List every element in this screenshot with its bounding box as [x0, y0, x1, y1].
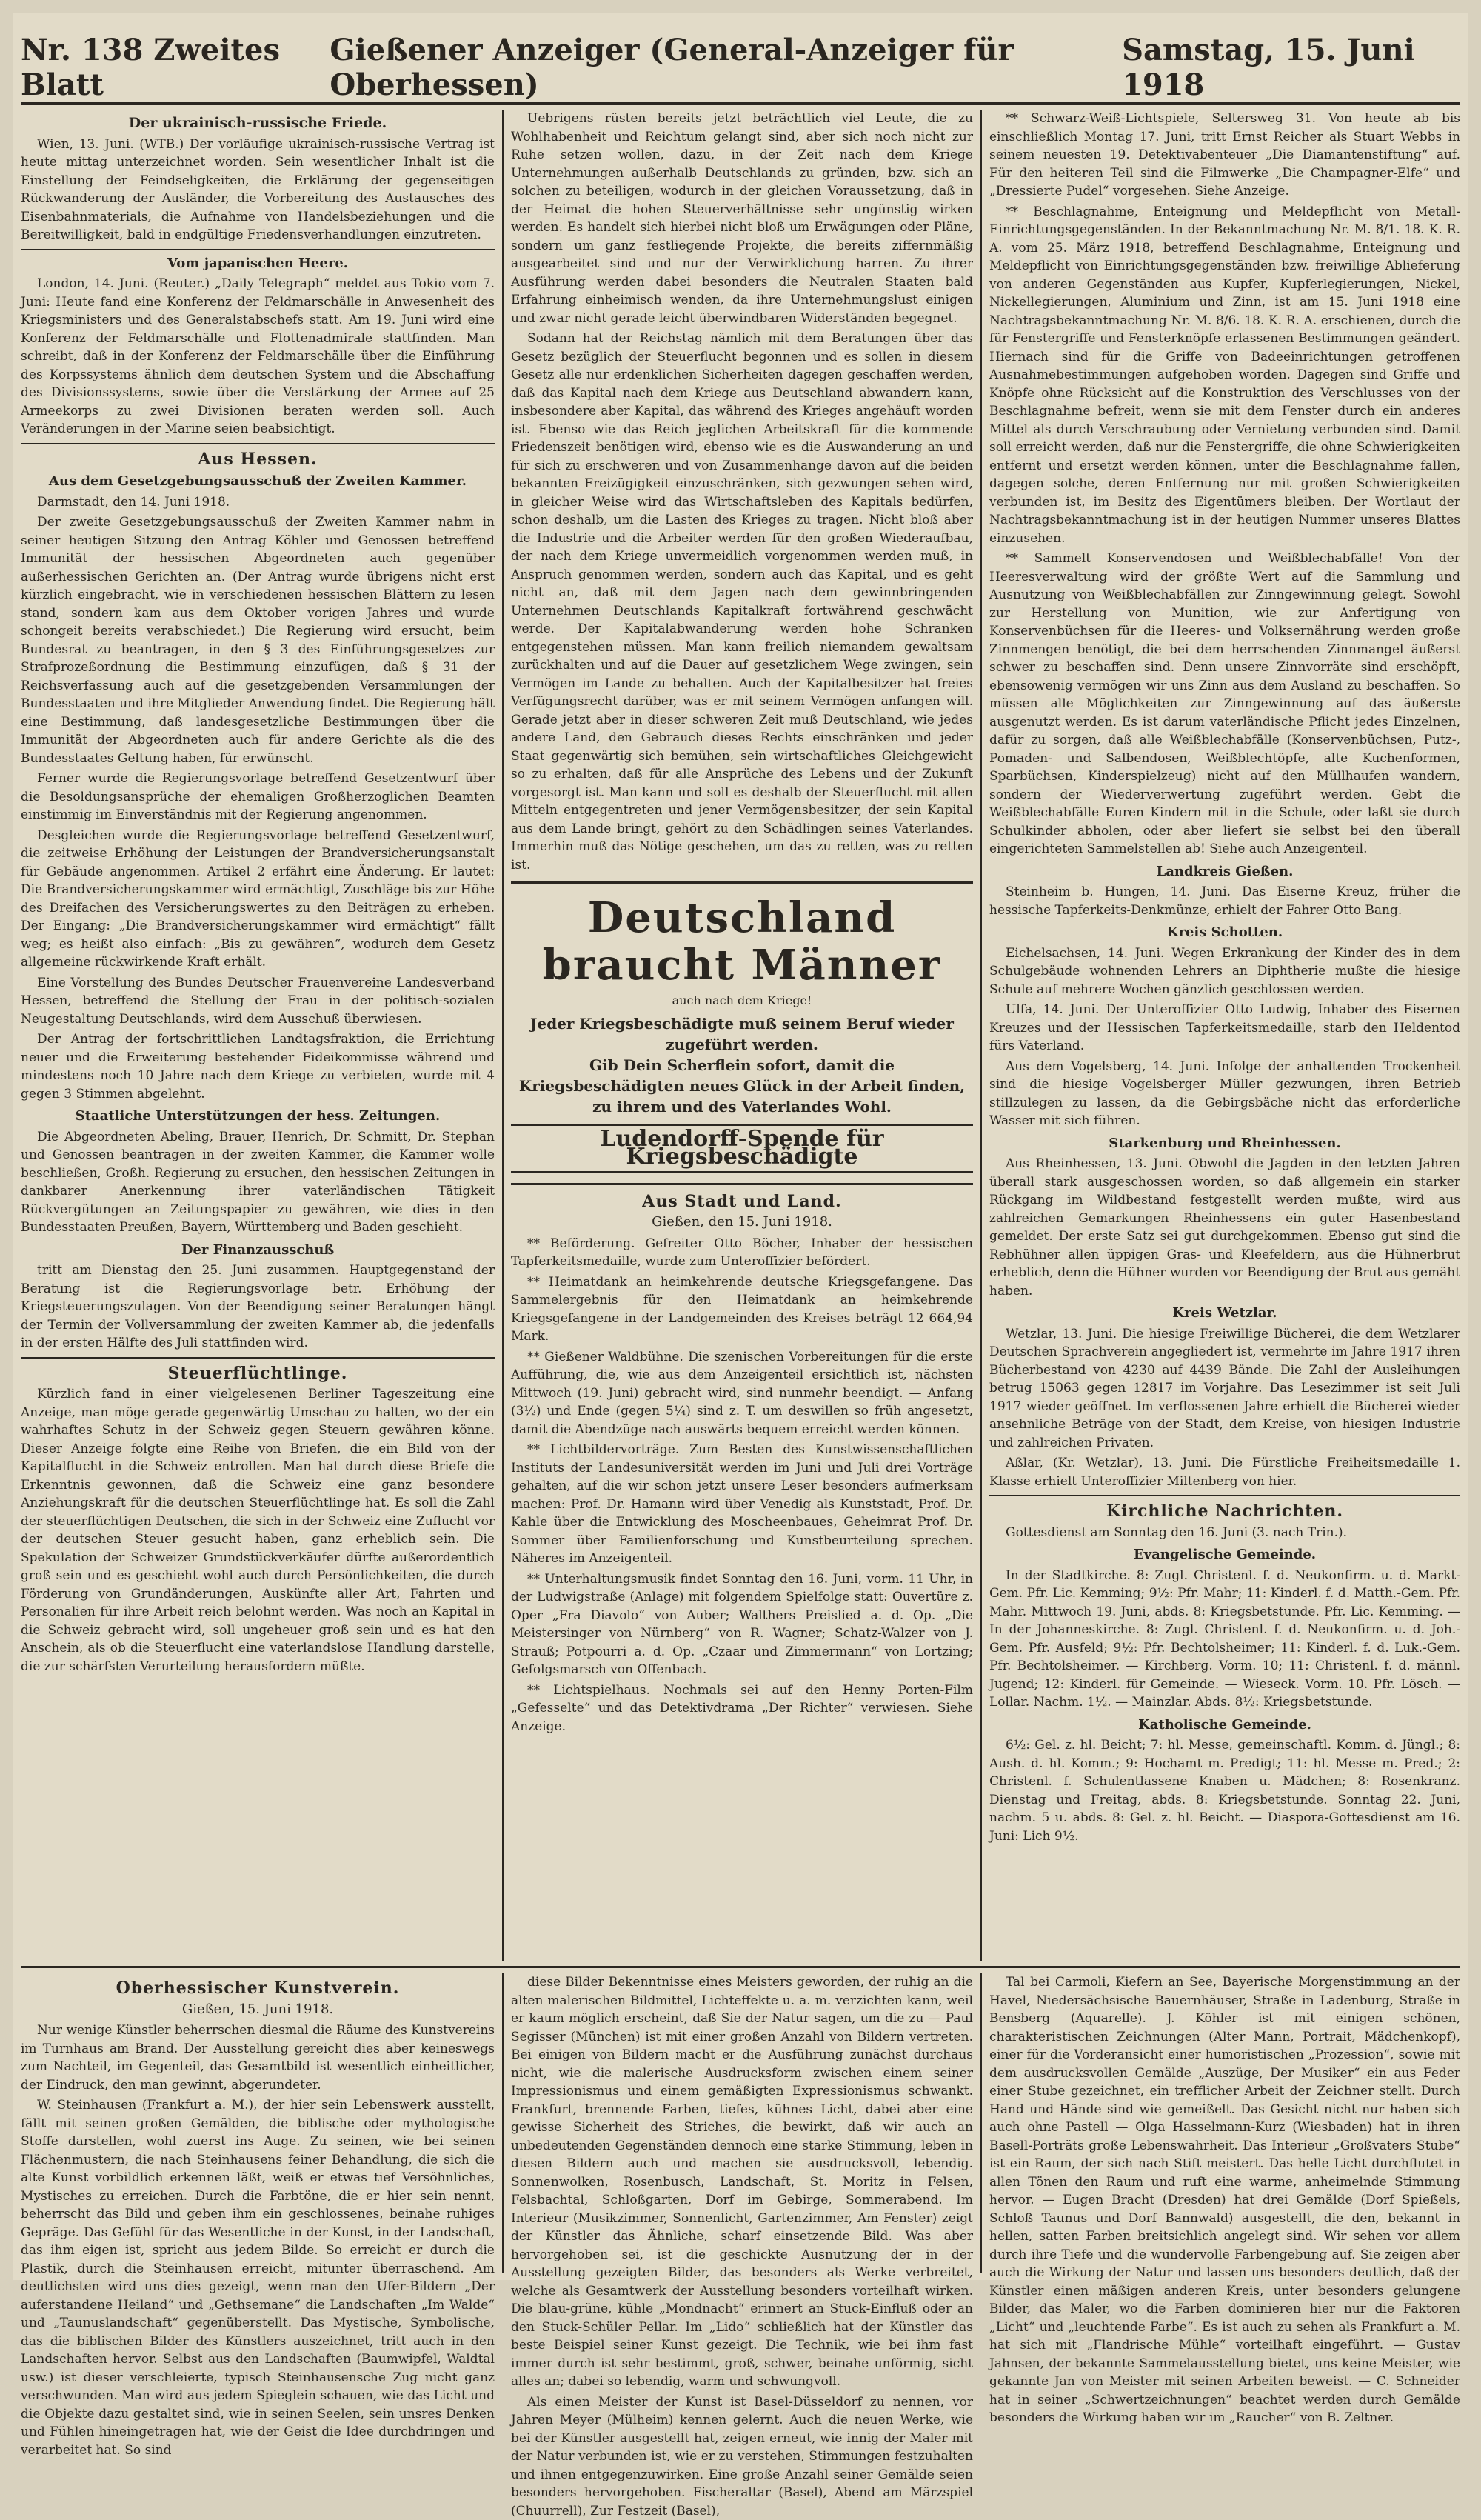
article-paragraph: Aßlar, (Kr. Wetzlar), 13. Juni. Die Fürstliche Freiheitsmedaille 1. Klasse erhielt Unteroffizier Miltenberg von hier.	[989, 1454, 1460, 1490]
article-paragraph: ** Beschlagnahme, Enteignung und Meldepflicht von Metall-Einrichtungsgegenständen. In der Bekanntmachung Nr. M. 8/1. 18. K. R. A. vom 25. März 1918, betreffend Beschlagnahme, Enteignung und Meldepflicht von Einrichtungsgegenständen bzw. freiwillige Ablieferung von anderen Gegenständen aus Kupfer, Kupferlegierungen, Nickel, Nickellegierungen, Aluminium und Zinn, ist am 15. Juni 1918 eine Nachtragsbekanntmachung Nr. M. 8/6. 18. K. R. A. erschienen, durch die für Fenstergriffe und Fensterknöpfe erlassenen Bestimmungen geändert. Hiernach sind für die Griffe von Badeeinrichtungen getroffenen Ausnahmebestimmungen aufgehoben worden. Dagegen sind Griffe und Knöpfe ohne Rücksicht auf die Konstruktion des Verschlusses von der Beschlagnahme befreit, wenn sie mit dem Fenster durch ein anderes Mittel als durch Verschraubung oder Vernietung verbunden sind. Damit soll erreicht werden, daß nur die Fenstergriffe, die ohne Schwierigkeiten entfernt und ersetzt werden können, unter die Beschlagnahme fallen, dagegen solche, deren Entfernung nur mit großen Schwierigkeiten verbunden ist, im Besitz des Eigentümers bleiben. Der Wortlaut der Nachtragsbekanntmachung ist in der heutigen Nummer unseres Blattes einzusehen.	[989, 203, 1460, 548]
article-paragraph: Als einen Meister der Kunst ist Basel-Düsseldorf zu nennen, vor Jahren Meyer (Mülheim) kennen gelernt. Auch die neuen Werke, wie bei der Künstler ausgestellt hat, zeigen erneut, wie innig der Maler mit der Natur verbunden ist, wie er zu verstehen, Stimmungen festzuhalten und ihnen entgegenzuwirken. Eine große Anzahl seiner Gemälde seien besonders hervorgehoben. Fischeraltar (Basel), Abend am Märzspiel (Chuurrell), Zur Festzeit (Basel),	[511, 2393, 973, 2520]
article-paragraph: tritt am Dienstag den 25. Juni zusammen. Hauptgegenstand der Beratung ist die Regierungsvorlage betr. Erhöhung der Kriegsteuerungszulagen. Von der Beendigung seiner Beratungen hängt der Termin der Vollversammlung der zweiten Kammer ab, die jedenfalls in der ersten Hälfte des Juli stattfinden wird.	[21, 1261, 495, 1353]
column-2	[511, 110, 973, 1961]
headline-japan: Vom japanischen Heere.	[21, 255, 495, 273]
article-paragraph: Aus dem Vogelsberg, 14. Juni. Infolge der anhaltenden Trockenheit sind die hiesige Vogelsberger Müller gezwungen, ihren Betrieb stillzulegen zu lassen, da die Gebirgsbäche nicht das erforderliche Wasser mit sich führen.	[989, 1058, 1460, 1130]
article-paragraph: Steinheim b. Hungen, 14. Juni. Das Eiserne Kreuz, früher die hessische Tapferkeits-Denkmünze, erhielt der Fahrer Otto Bang.	[989, 883, 1460, 919]
article-paragraph: Tal bei Carmoli, Kiefern an See, Bayerische Morgenstimmung an der Havel, Niedersächsische Bauernhäuser, Straße in Ladenburg, Straße in Bensberg (Aquarelle). J. Köhler ist mit einigen schönen, charakteristischen Zeichnungen (Alter Mann, Portrait, Mädchenkopf), einer für die Vorderansicht einer humoristischen „Prozession“, sowie mit dem ausdrucksvollen Gemälde „Auszüge, Der Musiker“ ein aus Feder einer Stube gezeichnet, ein trefflicher Arbeit der Zeichner stellt. Durch Hand und Hände sind wie gemeißelt. Das Gesicht nicht nur haben sich auch ohne Pastell — Olga Hasselmann-Kurz (Wiesbaden) hat in ihren Basell-Porträts große Lebenswahrheit. Das Interieur „Großvaters Stube“ ist ein Raum, der sich nach Stift meistert. Das helle Licht durchflutet in allen Tönen den Raum und ruft eine warme, anheimelnde Stimmung hervor. — Eugen Bracht (Dresden) hat drei Gemälde (Dorf Spießels, Schloß Taunus und Dorf Bannwald) ausgestellt, die den, bekannt in hellen, satten Farben breitsichlich angelegt sind. Wir sehen vor allem durch ihre Tiefe und die wundervolle Farbengebung auf. Sie zeigen aber auch die Wirkung der Natur und lassen uns besonders deutlich, daß der Künstler einen mäßigen anderen Kreis, unter besonders gelungene Bilder, das Maler, wo die Farben dominieren hier nur die Faktoren „Licht“ und „leuchtende Farbe“. Es ist auch zu sehen als Frankfurt a. M. hat sich mit „Flandrische Mühle“ vorteilhaft eingeführt. — Gustav Jahnsen, der bekannte Sammelausstellung bietet, uns keine Meister, wie gekannte Jan von Meister mit seinen Arbeiten beweist. — C. Schneider hat in seiner „Schwertzeichnungen“ beachtet werden durch Gemälde besonders die Wirkung haben wir im „Raucher“ von B. Zeltner.	[989, 1973, 1460, 2427]
article-paragraph: Wien, 13. Juni. (WTB.) Der vorläufige ukrainisch-russische Vertrag ist heute mittag unterzeichnet worden. Sein wesentlicher Inhalt ist die Einstellung der Feindseligkeiten, die Erklärung der gegenseitigen Rückwanderung der Ausländer, die Vorbereitung des Austausches des Eisenbahnmaterials, die Aufnahme von Handelsbeziehungen und die Bereitwilligkeit, bald in endgültige Friedensverhandlungen einzutreten.	[21, 136, 495, 244]
headline-steuerfluechtlinge: Steuerflüchtlinge.	[21, 1364, 495, 1383]
headline-kirchliche-nachrichten: Kirchliche Nachrichten.	[989, 1502, 1460, 1521]
article-paragraph: ** Heimatdank an heimkehrende deutsche Kriegsgefangene. Das Sammelergebnis für den Heimatdank an heimkehrende Kriegsgefangene in der Landgemeinden des Kreises beträgt 12 664,94 Mark.	[511, 1273, 973, 1346]
article-paragraph: 6½: Gel. z. hl. Beicht; 7: hl. Messe, gemeinschaftl. Komm. d. Jüngl.; 8: Aush. d. hl. Komm.; 9: Hochamt m. Predigt; 11: hl. Messe m. Pred.; 2: Christenl. f. Schulentlassene Knaben u. Mädchen; 8: Rosenkranz. Dienstag und Freitag, abds. 8: Kriegsbetstunde. Sonntag 22. Juni, nachm. 5 u. abds. 8: Gel. z. hl. Beicht. — Diaspora-Gottesdienst am 16. Juni: Lich 9½.	[989, 1736, 1460, 1845]
article-paragraph: diese Bilder Bekenntnisse eines Meisters geworden, der ruhig an die alten malerischen Bildmittel, Lichteffekte u. a. m. verzichten kann, weil er kaum möglich erscheint, daß Sie der Natur sagen, um die zu — Paul Segisser (München) ist mit einer großen Anzahl von Bildern vertreten. Bei einigen von Bildern macht er die Ausführung zunächst durchaus nicht, wie die malerische Ausdrucksform zwischen einem seiner Impressionismus und einem gemäßigten Expressionismus schwankt. Frankfurt, brennende Farben, tiefes, kühnes Licht, dabei aber eine gewisse Sicherheit des Striches, die bewirkt, daß wir auch an unbedeutenden Gegenständen dennoch eine starke Stimmung, leben in diesen Bildern auch und machen sie ausdrucksvoll, lebendig. Sonnenwolken, Rosenbusch, Landschaft, St. Moritz in Felsen, Felsbachtal, Schloßgarten, Dorf im Gebirge, Sommerabend. Im Interieur (Musikzimmer, Sonnenlicht, Gartenzimmer, Am Fenster) zeigt der Künstler das Ähnliche, scharf einsetzende Bild. Was aber hervorgehoben sei, ist die geschickte Ausnutzung der in der Ausstellung gezeigten Bilder, das besonders als Werke verbreitet, welche als Gesamtwerk der Ausstellung besonders vorteilhaft wirken. Die blau-grüne, kühle „Mondnacht“ erinnert an Stuck-Einfluß oder an den Stuck-Schüler Pellar. Im „Lido“ schließlich hat der Künstler das beste Beispiel seiner Kunst gezeigt. Die Technik, wie bei ihm fast immer durch ist sehr bestimmt, groß, schwer, beinahe unförmig, sicht alles an; dabei so lebendig, warm und schwungvoll.	[511, 1973, 973, 2391]
article-paragraph: ** Lichtspielhaus. Nochmals sei auf den Henny Porten-Film „Gefesselte“ und das Detektivdrama „Der Richter“ verwiesen. Siehe Anzeige.	[511, 1681, 973, 1736]
article-paragraph: Desgleichen wurde die Regierungsvorlage betreffend Gesetzentwurf, die zeitweise Erhöhung der Leistungen der Brandversicherungsanstalt für Gebäude angenommen. Artikel 2 erfährt eine Änderung. Er lautet: Die Brandversicherungskammer wird ermächtigt, Zuschläge bis zur Höhe des Dreifachen des Versicherungswertes zu den Beiträgen zu erheben. Der Eingang: „Die Brandversicherungskammer wird ermächtigt“ fällt weg; es heißt also einfach: „Bis zu gewähren“, wodurch dem Gesetz allgemeine rückwirkende Kraft erhält.	[21, 827, 495, 972]
article-paragraph: London, 14. Juni. (Reuter.) „Daily Telegraph“ meldet aus Tokio vom 7. Juni: Heute fand eine Konferenz der Feldmarschälle in Anwesenheit des Kriegsministers und des Generalstabschefs statt. Am 19. Juni wird eine Konferenz der Feldmarschälle und Flottenadmirale stattfinden. Man schreibt, daß in der Konferenz der Feldmarschälle über die Einführung des Korpssystems ähnlich dem deutschen System und die Abschaffung des Divisionssystems, sowie über die Verstärkung der Armee auf 25 Armeekorps zu zwei Divisionen beraten werden soll. Auch Veränderungen in der Marine seien beabsichtigt.	[21, 275, 495, 439]
article-paragraph: W. Steinhausen (Frankfurt a. M.), der hier sein Lebenswerk ausstellt, fällt mit seinen großen Gemälden, die biblische oder mythologische Stoffe darstellen, wohl zuerst ins Auge. Zu seinen, wie bei seinen Flächenmustern, die nach Steinhausens feiner Behandlung, die sich die alte Kunst vorbildlich erkennen läßt, weiß er etwas tief Versöhnliches, Mystisches zu erreichen. Durch die Farbtöne, die er hier sein nennt, beherrscht das Bild und geben ihm ein geschlossenes, beinahe ruhiges Gepräge. Das Gefühl für das Wesentliche in der Kunst, in der Landschaft, das ihm eigen ist, spricht aus jedem Bilde. So erreicht er durch die Plastik, durch die Steinhausen erreicht, mitunter überraschend. Am deutlichsten wird uns dies gezeigt, wenn man den Ufer-Bildern „Der auferstandene Heiland“ und „Gethsemane“ die Landschaften „Im Walde“ und „Taunuslandschaft“ gegenüberstellt. Das Mystische, Symbolische, das die biblischen Bilder des Künstlers auszeichnet, tritt auch in den Landschaften hervor. Selbst aus den Landschaften (Baumwipfel, Waldtal usw.) ist dieser verschleierte, typisch Steinhausensche Zug nicht ganz verschwunden. Man wird aus jedem Spieglein schauen, wie das Licht und die Objekte dazu gestaltet sind, wie in seinen Seelen, sein unsres Denken und Fühlen hineingetragen hat, wie der Geist die Idee durchdringen und verarbeitet hat. So sind	[21, 2096, 495, 2459]
headline-kreis-schotten: Kreis Schotten.	[989, 924, 1460, 942]
article-paragraph: Gottesdienst am Sonntag den 16. Juni (3. nach Trin.).	[989, 1524, 1460, 1542]
article-paragraph: Darmstadt, den 14. Juni 1918.	[21, 493, 495, 512]
ad-headline-2: braucht Männer	[511, 941, 973, 989]
column-divider	[980, 1973, 982, 2273]
headline-katholische-gemeinde: Katholische Gemeinde.	[989, 1716, 1460, 1735]
article-paragraph: Sodann hat der Reichstag nämlich mit dem Beratungen über das Gesetz bezüglich der Steuerflucht begonnen und es sollen in diesem Gesetz alle nur erdenklichen Sicherheiten dagegen geschaffen werden, daß das Kapital nach dem Kriege aus Deutschland abwandern kann, insbesondere aber Kapital, das während des Krieges angehäuft worden ist. Ebenso wie das Reich jeglichen Arbeitskraft für die kommende Friedenszeit benötigen wird, ebenso wie es die Auswanderung an und für sich zu erschweren und von Zusammenhange davon auf die beiden bekannten Freizügigkeit einzuschränken, sich gezwungen sehen wird, in gleicher Weise wird das Wirtschaftsleben des Kapitals bedürfen, schon deshalb, um die Lasten des Krieges zu tragen. Nicht bloß aber die Industrie und die Arbeiter werden für den großen Wiederaufbau, der nach dem Kriege unvermeidlich vorgenommen werden muß, in Anspruch genommen werden, sondern auch das Kapital, und es geht nicht an, daß mit dem Jagen nach dem gewinnbringenden Unternehmen Deutschlands Kapitalkraft fortwährend geschwächt werde. Der Kapitalabwanderung werden hohe Schranken entgegenstehen müssen. Man kann freilich niemandem gewaltsam zurückhalten und auf die Dauer auf gesetzlichem Wege zwingen, sein Vermögen im Lande zu behalten. Auch der Kapitalbesitzer hat freies Verfügungsrecht darüber, was er mit seinem Vermögen anfangen will. Gerade jetzt aber in dieser schweren Zeit muß Deutschland, wie jedes andere Land, den Gebrauch dieses Rechts einschränken und jeder Staat gegenwärtig sich bemühen, sein wirtschaftliches Gleichgewicht so zu erhalten, daß für alle Ansprüche des Lebens und der Zukunft vorgesorgt ist. Man kann und soll es deshalb der Steuerflucht mit allen Mitteln entgegentreten und jener Vermögensbesitzer, der sein Kapital aus dem Lande bringt, gehört zu den Schädlingen seines Vaterlandes. Immerhin muß das Nötige geschehen, um das zu retten, was zu retten ist.	[511, 330, 973, 874]
column-divider	[502, 1973, 504, 2273]
ad-text-2: Gib Dein Scherflein sofort, damit die Kriegsbeschädigten neues Glück in der Arbeit finden, zu ihrem und des Vaterlandes Wohl.	[511, 1055, 973, 1117]
article-paragraph: ** Sammelt Konservendosen und Weißblechabfälle! Von der Heeresverwaltung wird der größte Wert auf die Sammlung und Ausnutzung von Weißblechabfällen zur Zinngewinnung gelegt. Sowohl zur Herstellung von Munition, wie zur Anfertigung von Konservenbüchsen für die Heeres- und Volksernährung werden große Zinnmengen benötigt, die bei dem herrschenden Zinnmangel äußerst schwer zu beschaffen sind. Denn unsere Zinnvorräte sind erschöpft, ebensowenig vermögen wir uns Zinn aus dem Ausland zu beschaffen. So müssen alle Möglichkeiten zur Zinngewinnung auf das äußerste ausgenutzt werden. Es ist darum vaterländische Pflicht jedes Einzelnen, dafür zu sorgen, daß alle Weißblechabfälle (Konservenbüchsen, Putz-, Pomaden- und Salbendosen, Weißblechtöpfe, alte Kuchenformen, Sparbüchsen, Kinderspielzeug) nicht auf den Müllhaufen wandern, sondern der Wiederverwertung zugeführt werden. Gebt die Weißblechabfälle Euren Kindern mit in die Schule, oder laßt sie durch Schulkinder abholen, oder aber liefert sie selbst bei den überall eingerichteten Sammelstellen ab! Siehe auch Anzeigenteil.	[989, 550, 1460, 859]
ad-spende: Ludendorff-Spende für Kriegsbeschädigte	[511, 1124, 973, 1173]
headline-landkreis-giessen: Landkreis Gießen.	[989, 863, 1460, 881]
column-divider	[502, 110, 504, 1961]
article-paragraph: Die Abgeordneten Abeling, Brauer, Henrich, Dr. Schmitt, Dr. Stephan und Genossen beantragen in der zweiten Kammer, die Kammer wolle beschließen, Großh. Regierung zu ersuchen, den hessischen Zeitungen in dankbarer Anerkennung ihrer vaterländischen Tätigkeit Rückvergütungen an Zeitungspapier zu gewähren, wie dies in den Bundesstaaten Preußen, Bayern, Württemberg und Baden geschieht.	[21, 1128, 495, 1237]
column-divider	[980, 110, 982, 1961]
section-divider	[21, 1966, 1460, 1968]
article-paragraph: ** Beförderung. Gefreiter Otto Böcher, Inhaber der hessischen Tapferkeitsmedaille, wurde zum Unteroffizier befördert.	[511, 1235, 973, 1271]
article-paragraph: Wetzlar, 13. Juni. Die hiesige Freiwillige Bücherei, die dem Wetzlarer Deutschen Sprachverein angegliedert ist, vermehrte im Jahre 1917 ihren Bücherbestand von 4230 auf 4439 Bände. Die Zahl der Ausleihungen betrug 15063 gegen 12817 im Vorjahre. Das Lesezimmer ist seit Juli 1917 wieder geöffnet. Im verflossenen Jahre erhielt die Bücherei wieder ansehnliche Beträge von der Stadt, dem Kreise, von hiesigen Industrie und zahlreichen Privaten.	[989, 1325, 1460, 1453]
headline-finanzausschuss: Der Finanzausschuß	[21, 1241, 495, 1260]
newspaper-title: Gießener Anzeiger (General-Anzeiger für Oberhessen)	[330, 33, 1122, 102]
bottom-column-2	[511, 1973, 973, 2273]
article-paragraph: ** Schwarz-Weiß-Lichtspiele, Seltersweg 31. Von heute ab bis einschließlich Montag 17. Juni, tritt Ernst Reicher als Stuart Webbs in seinem neuesten 19. Detektivabenteuer „Die Diamantenstiftung“ auf. Für den heiteren Teil sind die Filmwerke „Die Champagner-Elfe“ und „Dressierte Pudel“ vorgesehen. Siehe Anzeige.	[989, 110, 1460, 201]
dateline: Gießen, 15. Juni 1918.	[21, 2001, 495, 2019]
newspaper-page	[13, 13, 1468, 2280]
bottom-column-3	[989, 1973, 1460, 2273]
section-aus-stadt-und-land: Aus Stadt und Land.	[511, 1193, 973, 1211]
article-paragraph: Aus Rheinhessen, 13. Juni. Obwohl die Jagden in den letzten Jahren überall stark ausgeschossen worden, so daß allgemein ein starker Rückgang im Wildbestand festgestellt werden mußte, wird aus zahlreichen Gemarkungen Rheinhessens ein guter Hasenbestand gemeldet. Der erste Satz sei gut durchgekommen. Ebenso gut sind die Rebhühner allen üppigen Gras- und Kleefeldern, aus die Hühnerbrut erheblich, denn die Hühner wurden vor Beendigung der Brut aus gemäht haben.	[989, 1155, 1460, 1300]
article-paragraph: Kürzlich fand in einer vielgelesenen Berliner Tageszeitung eine Anzeige, man möge gerade gegenwärtig Umschau zu halten, wo der ein wahrhaftes Schutz in der Schweiz gegen Steuern gewähren könne. Dieser Anzeige folgte eine Reihe von Briefen, die ein Bild von der Kapitalflucht in die Schweiz entrollen. Man hat durch diese Briefe die Erkenntnis gewonnen, daß die Schweiz eine ganz besondere Anziehungskraft für die deutschen Steuerflüchtlinge hat. Es soll die Zahl der steuerflüchtigen Deutschen, die sich in der Schweiz eine Zuflucht vor der deutschen Steuer gesucht haben, ganz erheblich sein. Die Spekulation der Schweizer Grundstückverkäufer dürfte außerordentlich groß sein und es geschieht wohl auch durch Persönlichkeiten, die durch Förderung von Grundänderungen, Auskünfte aller Art, Fahrten und Personalien für ihre Arbeit reich belohnt werden. Was noch an Kapital in die Schweiz gebracht wird, soll ungeheuer groß sein und es hat den Anschein, als ob die Steuerflucht eine vaterlandslose Handlung darstelle, die zur schärfsten Verurteilung herausfordern müßte.	[21, 1385, 495, 1676]
article-paragraph: Uebrigens rüsten bereits jetzt beträchtlich viel Leute, die zu Wohlhabenheit und Reichtum gelangt sind, aber sich noch nicht zur Ruhe setzen wollen, dazu, in der Zeit nach dem Kriege Unternehmungen außerhalb Deutschlands zu gründen, bzw. sich an solchen zu beteiligen, wodurch in der gleichen Voraussetzung, daß in der Heimat die hohen Steuerverhältnisse sehr ungünstig wirken werden. Es handelt sich hierbei nicht bloß um Erwägungen oder Pläne, sondern um ganz festliegende Projekte, die bereits ziffernmäßig ausgearbeitet sind und nur der Verwirklichung harren. Zu ihrer Ausführung werden dabei besonders die Neutralen Staaten bald Erfahrung einheimisch wenden, da ihre Unternehmungslust einigen und zwar nicht gerade leicht überwindbaren Widerständen begegnet.	[511, 110, 973, 327]
dateline: Gießen, den 15. Juni 1918.	[511, 1213, 973, 1232]
headline-gesetzgebung: Aus dem Gesetzgebungsausschuß der Zweiten Kammer.	[21, 473, 495, 491]
headline-starkenburg: Starkenburg und Rheinhessen.	[989, 1135, 1460, 1153]
ad-text-1: Jeder Kriegsbeschädigte muß seinem Beruf wieder zugeführt werden.	[511, 1013, 973, 1055]
ludendorff-advertisement	[511, 881, 973, 1185]
column-1	[21, 110, 495, 1961]
ad-headline-1: Deutschland	[511, 894, 973, 941]
article-paragraph: Eine Vorstellung des Bundes Deutscher Frauenvereine Landesverband Hessen, betreffend die Stellung der Frau in der politisch-sozialen Neugestaltung Deutschlands, wird dem Ausschuß überwiesen.	[21, 974, 495, 1029]
column-3	[989, 110, 1460, 1961]
divider	[989, 1495, 1460, 1496]
headline-zeitungen: Staatliche Unterstützungen der hess. Zeitungen.	[21, 1107, 495, 1126]
article-paragraph: ** Unterhaltungsmusik findet Sonntag den 16. Juni, vorm. 11 Uhr, in der Ludwigstraße (Anlage) mit folgendem Spielfolge statt: Ouvertüre z. Oper „Fra Diavolo“ von Auber; Walthers Preislied a. d. Op. „Die Meistersinger von Nürnberg“ von R. Wagner; Schatz-Walzer von J. Strauß; Potpourri a. d. Op. „Czaar und Zimmermann“ von Lortzing; Gefolgsmarsch von Offenbach.	[511, 1570, 973, 1679]
headline-kreis-wetzlar: Kreis Wetzlar.	[989, 1304, 1460, 1323]
masthead	[21, 58, 1460, 105]
article-paragraph: Ulfa, 14. Juni. Der Unteroffizier Otto Ludwig, Inhaber des Eisernen Kreuzes und der Hessischen Tapferkeitsmedaille, starb den Heldentod fürs Vaterland.	[989, 1001, 1460, 1056]
divider	[21, 443, 495, 444]
divider	[21, 1357, 495, 1359]
issue-date: Samstag, 15. Juni 1918	[1122, 33, 1460, 102]
article-paragraph: Nur wenige Künstler beherrschen diesmal die Räume des Kunstvereins im Turnhaus am Brand. Der Ausstellung gereicht dies aber keineswegs zum Nachteil, im Gegenteil, das Gesamtbild ist wesentlich einheitlicher, der Eindruck, den man gewinnt, abgerundeter.	[21, 2021, 495, 2094]
section-aus-hessen: Aus Hessen.	[21, 450, 495, 469]
bottom-column-1	[21, 1973, 495, 2273]
headline-ukraine: Der ukrainisch-russische Friede.	[21, 114, 495, 133]
article-paragraph: Der zweite Gesetzgebungsausschuß der Zweiten Kammer nahm in seiner heutigen Sitzung den Antrag Köhler und Genossen betreffend Immunität der hessischen Abgeordneten auch gegenüber außerhessischen Gerichten an. (Der Antrag wurde übrigens nicht erst kürzlich eingebracht, wie in verschiedenen hessischen Blättern zu lesen stand, sondern kam aus dem Oktober vorigen Jahres und wurde schongeit bereits verabschiedet.) Die Regierung wird ersucht, beim Bundesrat zu beantragen, in den § 3 des Einführungsgesetzes zur Strafprozeßordnung die Bestimmung einzufügen, daß § 31 der Reichsverfassung auch auf die gesetzgebenden Versammlungen der Bundesstaaten und ihre Mitglieder Anwendung findet. Die Regierung hält eine Bestimmung, daß landesgesetzliche Bestimmungen über die Immunität der Abgeordneten auch für andere Gerichte als die des Bundesstaates Geltung haben, für erwünscht.	[21, 513, 495, 767]
article-paragraph: Ferner wurde die Regierungsvorlage betreffend Gesetzentwurf über die Besoldungsansprüche der ehemaligen Großherzoglichen Beamten einstimmig im Einverständnis mit der Regierung angenommen.	[21, 770, 495, 824]
article-paragraph: In der Stadtkirche. 8: Zugl. Christenl. f. d. Neukonfirm. u. d. Markt-Gem. Pfr. Lic. Kemming; 9½: Pfr. Mahr; 11: Kinderl. f. d. Matth.-Gem. Pfr. Mahr. Mittwoch 19. Juni, abds. 8: Kriegsbetstunde. Pfr. Lic. Kemming. — In der Johanneskirche. 8: Zugl. Christenl. f. d. Neukonfirm. u. d. Joh.-Gem. Pfr. Ausfeld; 9½: Pfr. Bechtolsheimer; 11: Kinderl. f. d. Luk.-Gem. Pfr. Bechtolsheimer. — Kirchberg. Vorm. 10; 11: Christenl. f. d. männl. Jugend; 12: Kinderl. für Gemeinde. — Wieseck. Vorm. 10. Pfr. Lösch. — Lollar. Nachm. 1½. — Mainzlar. Abds. 8½: Kriegsbetstunde.	[989, 1567, 1460, 1712]
article-paragraph: ** Lichtbildervorträge. Zum Besten des Kunstwissenschaftlichen Instituts der Landesuniversität werden im Juni und Juli drei Vorträge gehalten, auf die wir schon jetzt unsere Leser besonders aufmerksam machen: Prof. Dr. Hamann wird über Venedig als Kunststadt, Prof. Dr. Kahle über die Entwicklung des Moscheenbaues, Geheimrat Prof. Dr. Sommer über Familienforschung und Kunstbeurteilung sprechen. Näheres im Anzeigenteil.	[511, 1441, 973, 1568]
issue-number: Nr. 138 Zweites Blatt	[21, 33, 330, 102]
article-paragraph: Eichelsachsen, 14. Juni. Wegen Erkrankung der Kinder des in dem Schulgebäude wohnenden Lehrers an Diphtherie mußte die hiesige Schule auf mehrere Wochen gänzlich geschlossen werden.	[989, 944, 1460, 999]
headline-evangelische-gemeinde: Evangelische Gemeinde.	[989, 1546, 1460, 1564]
divider	[21, 249, 495, 250]
article-paragraph: ** Gießener Waldbühne. Die szenischen Vorbereitungen für die erste Aufführung, die, wie aus dem Anzeigenteil ersichtlich ist, nächsten Mittwoch (19. Juni) gebracht wird, sind nunmehr beendigt. — Anfang (3½) und Ende (gegen 5¼) sind z. T. um deswillen so früh angesetzt, damit die Abendzüge nach auswärts bequem erreicht werden können.	[511, 1348, 973, 1439]
headline-kunstverein: Oberhessischer Kunstverein.	[21, 1979, 495, 1998]
article-paragraph: Der Antrag der fortschrittlichen Landtagsfraktion, die Errichtung neuer und die Erweiterung bestehender Fideikommisse während und mindestens noch 10 Jahre nach dem Kriege zu verbieten, wurde mit 4 gegen 3 Stimmen abgelehnt.	[21, 1030, 495, 1103]
ad-subline: auch nach dem Kriege!	[511, 992, 973, 1010]
